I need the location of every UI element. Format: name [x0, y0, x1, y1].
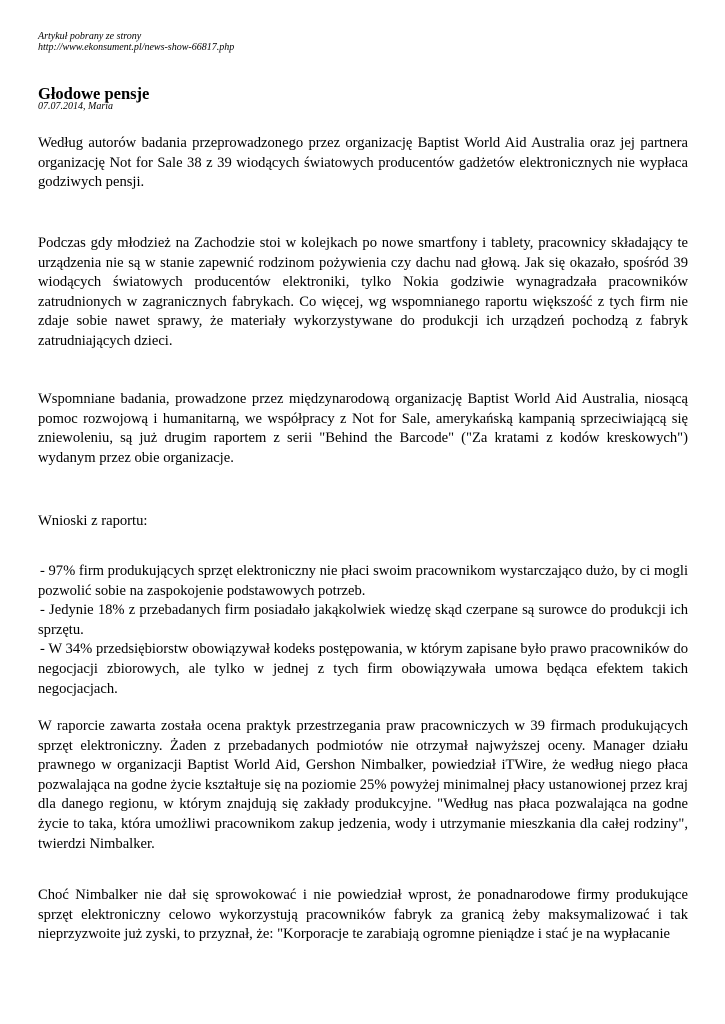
source-label: Artykuł pobrany ze strony — [38, 31, 142, 42]
paragraph-2: Podczas gdy młodzież na Zachodzie stoi w kolejkach po nowe smartfony i tablety, pracownicy składający te urządzenia nie są w stanie zapewnić rodzinom pożywienia czy dachu nad głową. Jak się okazało, spośród 39 wiodących światowych producentów elektroniki, tylko Nokia godziwie wynagradzała pracowników zatrudnionych w zagranicznych fabrykach. Co więcej, wg wspomnianego raportu większość z tych firm nie zdaje sobie nawet sprawy, że materiały wykorzystywane do produkcji ich urządzeń pochodzą z fabryk zatrudniających dzieci. — [38, 235, 688, 349]
paragraph-3: Wspomniane badania, prowadzone przez międzynarodową organizację Baptist World Aid Australia, niosącą pomoc rozwojową i humanitarną, we współpracy z Not for Sale, amerykańską kampanią sprzeciwiającą się zniewoleniu, są już drugim raportem z serii "Behind the Barcode" ("Za kratami z kodów kreskowych") wydanym przez obie organizacje. — [38, 391, 688, 466]
list-item-text: - Jedynie 18% z przebadanych firm posiadało jakąkolwiek wiedzę skąd czerpane są surowce do produkcji ich sprzętu. — [38, 602, 688, 638]
paragraph-intro: Według autorów badania przeprowadzonego przez organizację Baptist World Aid Australia oraz jej partnera organizację Not for Sale 38 z 39 wiodących światowych producentów gadżetów elektronicznych nie wypłaca godziwych pensji. — [38, 135, 688, 191]
list-item — [38, 640, 688, 699]
list-item-text: - 97% firm produkujących sprzęt elektroniczny nie płaci swoim pracownikom wystarczająco dużo, by ci mogli pozwolić sobie na zaspokojenie podstawowych potrzeb. — [38, 563, 688, 599]
list-item — [38, 562, 688, 601]
source-url: http://www.ekonsument.pl/news-show-66817.php — [38, 42, 235, 53]
article-byline: 07.07.2014, Maria — [38, 101, 113, 112]
source-header — [38, 31, 234, 53]
paragraph-5: W raporcie zawarta została ocena praktyk przestrzegania praw pracowniczych w 39 firmach produkujących sprzęt elektroniczny. Żaden z przebadanych podmiotów nie otrzymał najwyższej oceny. Manager działu prawnego w organizacji Baptist World Aid, Gershon Nimbalker, powiedział iTWire, że według niego płaca pozwalająca na godne życie kształtuje się na poziomie 25% powyżej minimalnej płacy ustanowionej przez kraj dla danego regionu, w którym znajdują się zakłady produkcyjne. "Według nas płaca pozwalająca na godne życie to taka, która umożliwi pracownikom zakup jedzenia, wody i utrzymanie mieszkania dla całej rodziny", twierdzi Nimbalker. — [38, 718, 688, 852]
list-item — [38, 601, 688, 640]
conclusions-list — [38, 562, 688, 699]
list-item-text: - W 34% przedsiębiorstw obowiązywał kodeks postępowania, w którym zapisane było prawo pracowników do negocjacji zbiorowych, ale tylko w jednej z tych firm obowiązywała umowa będąca efektem takich negocjacjach. — [38, 641, 688, 697]
paragraph-6: Choć Nimbalker nie dał się sprowokować i nie powiedział wprost, że ponadnarodowe firmy produkujące sprzęt elektroniczny celowo wykorzystują pracowników fabryk za granicą żeby maksymalizować i tak nieprzyzwoite już zyski, to przyznał, że: "Korporacje te zarabiają ogromne pieniądze i stać je na wypłacanie — [38, 887, 688, 943]
article-title: Głodowe pensje — [38, 84, 150, 103]
conclusions-heading: Wnioski z raportu: — [38, 513, 148, 529]
